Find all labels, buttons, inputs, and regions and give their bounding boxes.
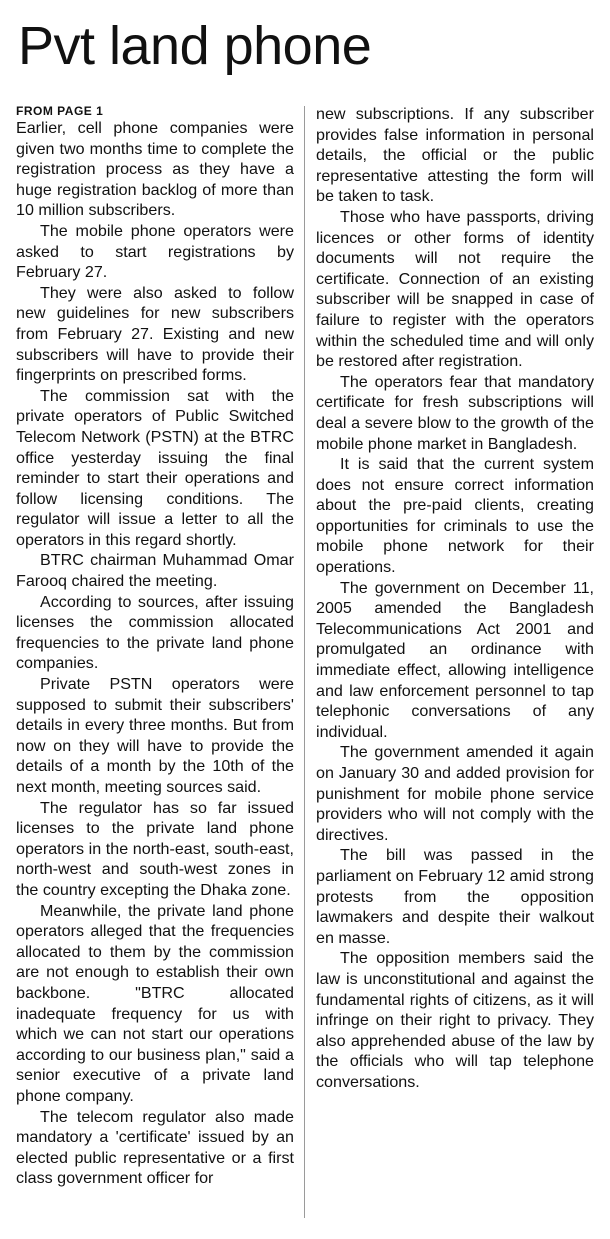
- paragraph: The telecom regulator also made mandatory a 'certificate' issued by an elected public representative or a first class government officer for: [16, 1107, 294, 1188]
- continuation-kicker: FROM PAGE 1: [16, 104, 104, 118]
- paragraph: The government on December 11, 2005 amended the Bangladesh Telecommunications Act 2001 and promulgated an ordinance with immediate effect, allowing intelligence and law enforcement personnel to tap telephonic conversations of any individual.: [316, 578, 594, 741]
- paragraph: The mobile phone operators were asked to start registrations by February 27.: [16, 221, 294, 282]
- paragraph: The commission sat with the private operators of Public Switched Telecom Network (PSTN) at the BTRC office yesterday issuing the final reminder to start their operations and follow licensing conditions. The regulator will issue a letter to all the operators in this regard shortly.: [16, 386, 294, 549]
- paragraph: Earlier, cell phone companies were given two months time to complete the registration process as they have a huge registration backlog of more than 10 million subscribers.: [16, 119, 294, 220]
- paragraph: They were also asked to follow new guidelines for new subscribers from February 27. Existing and new subscribers will have to provide their fingerprints on prescribed forms.: [16, 283, 294, 385]
- article-headline: Pvt land phone: [18, 16, 372, 76]
- paragraph: It is said that the current system does not ensure correct information about the pre-paid clients, creating opportunities for criminals to use the mobile phone network for their operations.: [316, 455, 594, 577]
- paragraph: The regulator has so far issued licenses to the private land phone operators in the north-east, south-east, north-west and south-west zones in the country excepting the Dhaka zone.: [16, 798, 294, 899]
- article-column-right: [316, 104, 594, 1093]
- paragraph: The opposition members said the law is unconstitutional and against the fundamental rights of citizens, as it will infringe on their right to privacy. They also apprehended abuse of the law by the officials who will tap telephone conversations.: [316, 949, 594, 1091]
- paragraph: Those who have passports, driving licences or other forms of identity documents will not require the certificate. Connection of an existing subscriber will be snapped in case of failure to register with the operators within the scheduled time and will only be restored after registration.: [316, 207, 594, 371]
- paragraph: new subscriptions. If any subscriber provides false information in personal details, the official or the public representative attesting the form will be taken to task.: [316, 105, 594, 206]
- paragraph: According to sources, after issuing licenses the commission allocated frequencies to the private land phone companies.: [16, 592, 294, 673]
- paragraph: The bill was passed in the parliament on February 12 amid strong protests from the opposition lawmakers and despite their walkout en masse.: [316, 846, 594, 947]
- paragraph: Private PSTN operators were supposed to submit their subscribers' details in every three months. But from now on they will have to provide the details of a month by the 10th of the next month, meeting sources said.: [16, 675, 294, 796]
- paragraph: The operators fear that mandatory certificate for fresh subscriptions will deal a severe blow to the growth of the mobile phone market in Bangladesh.: [316, 372, 594, 453]
- paragraph: The government amended it again on January 30 and added provision for punishment for mobile phone service providers who will not comply with the directives.: [316, 743, 594, 844]
- paragraph: Meanwhile, the private land phone operators alleged that the frequencies allocated to them by the commission are not enough to establish their own backbone. "BTRC allocated inadequate frequency for us with which we can not start our operations according to our business plan," said a senior executive of a private land phone company.: [16, 901, 294, 1105]
- article-column-left: [16, 104, 294, 1189]
- column-divider: [304, 106, 305, 1218]
- paragraph: BTRC chairman Muhammad Omar Farooq chaired the meeting.: [16, 551, 294, 591]
